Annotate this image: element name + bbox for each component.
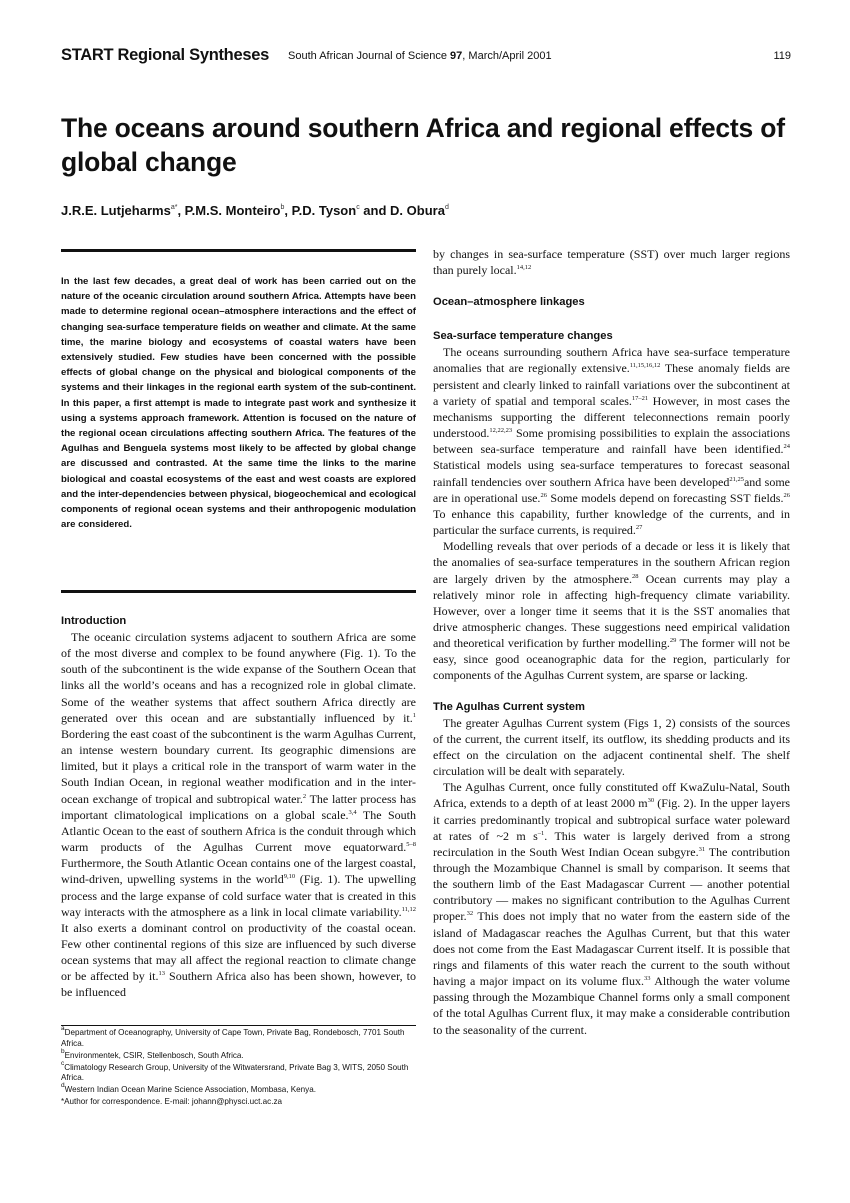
author-name: P.M.S. Monteiro: [184, 203, 281, 218]
reference-number: 9,10: [283, 873, 296, 881]
affiliation-mark: c: [356, 204, 360, 211]
text-run: Southern Africa also has been shown, however, to be influenced: [61, 969, 417, 1000]
footnote-mark: c: [61, 1059, 65, 1067]
text-run: The Agulhas Current, once fully constituted off KwaZulu-Natal, South Africa, extends to a depth of at least 2000 m: [433, 780, 790, 811]
introduction-body: [61, 629, 416, 1001]
paragraph: [433, 344, 790, 538]
footnote: [61, 1025, 418, 1049]
text-run: This does not imply that no water from the eastern side of the island of Madagascar reaches the Agulhas Current, but that this water does not come from the East Madagascar Current itself. It is possible that rings and filaments of this water reach the current to the south without having a major impact on its volume flux.: [433, 909, 790, 989]
introduction-heading: Introduction: [61, 615, 127, 627]
reference-number: 14,12: [516, 264, 532, 272]
reference-number: 26: [783, 491, 790, 499]
text-run: Bordering the east coast of the subcontinent is the warm Agulhas Current, an intense western boundary current. Its geographic dimensions are limited, but it plays a critical role in the transport of warm water in the South Indian Ocean, in regional weather modification and in the inter-ocean exchange of tropical and subtropical water.: [61, 726, 416, 806]
text-run: The South Atlantic Ocean to the east of southern Africa is the conduit through which warm products of the Agulhas Current move equatorward.: [61, 807, 416, 855]
text-run: Furthermore, the South Atlantic Ocean contains one of the largest coastal, wind-driven, upwelling systems in the world: [61, 856, 416, 887]
reference-number: 11,12: [401, 905, 416, 913]
footnote-text: Climatology Research Group, University of the Witwatersrand, Private Bag 3, WITS, 2050 South Africa.: [61, 1062, 409, 1082]
reference-number: 33: [643, 975, 651, 983]
reference-number: 32: [466, 910, 474, 918]
text-run: The contribution through the Mozambique Channel is small by comparison. It seems that the southern limb of the East Madagascar Current — another potential contributory — makes no significant contribution to the Agulhas Current proper.: [433, 844, 790, 924]
footnote: [61, 1082, 418, 1096]
paragraph: [433, 538, 790, 683]
reference-number: 17–21: [631, 394, 649, 402]
ocean-atmosphere-heading: Ocean–atmosphere linkages: [433, 296, 585, 309]
reference-number: 13: [158, 970, 166, 978]
paragraph: [61, 629, 416, 1001]
text-run: by changes in sea-surface temperature (SST) over much larger regions than purely local.: [433, 247, 790, 278]
footnote-mark: d: [61, 1082, 65, 1089]
ocean-atmosphere-body: [433, 328, 790, 1037]
text-run: However, in most cases the mechanisms supporting the different teleconnections remain poorly understood.: [433, 393, 791, 441]
reference-number: 26: [540, 491, 547, 499]
affiliation-mark: a*: [170, 204, 178, 211]
author-separator: ,: [284, 203, 292, 218]
author-name: D. Obura: [390, 203, 445, 218]
reference-number: –1: [537, 829, 545, 837]
journal-volume: 97: [450, 50, 463, 62]
author-list: [61, 203, 801, 218]
footnote-text: Environmentek, CSIR, Stellenbosch, South Africa.: [64, 1050, 244, 1060]
text-run: It also exerts a dominant control on productivity of the coastal ocean. Few other continental regions of this size are influenced by such diverse ocean systems that may all affect the regional reaction to climate change or be affected by it.: [61, 920, 416, 984]
footnote-text: Western Indian Ocean Marine Science Association, Mombasa, Kenya.: [64, 1085, 316, 1094]
reference-number: 31: [698, 845, 706, 853]
text-run: The oceans surrounding southern Africa have sea-surface temperature anomalies that are regionally extensive.: [433, 345, 790, 376]
left-column: [61, 613, 416, 1001]
footnotes: [61, 1025, 418, 1109]
subsection-heading: Sea-surface temperature changes: [433, 330, 613, 343]
text-run: The oceanic circulation systems adjacent to southern Africa are some of the most diverse and complex to be found anywhere (Fig. 1). To the south of the subcontinent is the wide expanse of the Southern Ocean that links all the world’s oceans and has a recognized role in global climate. Some of the weather systems that affect southern Africa directly are generated over this ocean and are substantially influenced by it.: [61, 630, 416, 725]
text-run: (Fig. 2). In the upper layers it carries predominantly tropical and subtropical surface water poleward at rates of ~2 m s: [433, 796, 790, 843]
text-run: and some are in operational use.: [433, 474, 790, 505]
reference-number: 11,15,16,12: [629, 362, 661, 370]
running-head: [61, 46, 791, 68]
affiliation-mark: d: [444, 204, 449, 211]
reference-number: 1: [412, 711, 416, 719]
footnote-mark: b: [61, 1047, 65, 1055]
subsection-heading: The Agulhas Current system: [433, 700, 585, 713]
footnote-text: Department of Oceanography, University of Cape Town, Private Bag, Rondebosch, 7701 South Africa.: [61, 1028, 405, 1048]
text-run: (Fig. 1). The upwelling process and the large expanse of cold surface water that is created in this way interacts with the atmosphere as a link in local climate variability.: [61, 872, 417, 919]
right-column: [433, 246, 790, 1038]
article-title: The oceans around southern Africa and regional effects of global change: [61, 113, 785, 177]
reference-number: 24: [783, 443, 790, 451]
paragraph: [433, 779, 790, 1038]
footnote-mark: a: [61, 1025, 65, 1032]
text-run: Ocean currents may play a relatively minor role in affecting high-frequency climate variability. However, over a longer time it seems that it is the SST anomalies that drive atmospheric changes. These suggestions need empirical validation and theoretical verification by further modelling.: [433, 571, 790, 651]
author-name: J.R.E. Lutjeharms: [61, 203, 171, 218]
text-run: Although the water volume passing through the Mozambique Channel forms only a small component of the total Agulhas Current flux, it may make a considerable contribution to the seasonality of the current.: [433, 974, 790, 1037]
text-run: The latter process has important climatological implications on a global scale.: [61, 791, 416, 822]
journal-issue-date: , March/April 2001: [462, 50, 552, 62]
reference-number: 30: [647, 797, 655, 805]
text-run: . This water is largely derived from a strong recirculation in the South West Indian Ocean subgyre.: [433, 828, 790, 859]
footnote-text: *Author for correspondence. E-mail: johann@physci.uct.ac.za: [61, 1097, 283, 1106]
reference-number: 3,4: [348, 808, 357, 816]
text-run: These anomaly fields are persistent and clearly linked to rainfall variations over the subcontinent at a variety of spatial and temporal scales.: [433, 361, 790, 408]
reference-number: 27: [635, 524, 643, 532]
footnote-rule: [61, 1025, 416, 1026]
author-name: P.D. Tyson: [291, 203, 357, 218]
section-label: START Regional Syntheses: [61, 46, 269, 64]
reference-number: 2: [302, 792, 307, 800]
journal-citation: [288, 50, 552, 62]
footnote: [61, 1047, 418, 1062]
text-run: The former will not be easy, since good oceanographic data for the region, particularly for components of the Agulhas Current system, are sparse or lacking.: [433, 636, 790, 683]
reference-number: 5–8: [406, 841, 416, 849]
journal-name: South African Journal of Science: [288, 50, 451, 62]
footnote: [61, 1059, 418, 1084]
text-run: Some promising possibilities to explain the associations between sea-surface temperature and rainfall have been identified.: [433, 426, 790, 457]
text-run: The greater Agulhas Current system (Figs 1, 2) consists of the sources of the current, the current itself, its outflow, its shedding products and its effect on the circulation on the adjacent continental shelf. The shelf circulation will be dealt with separately.: [433, 715, 790, 779]
footnote: [61, 1097, 418, 1108]
continued-paragraph: [433, 246, 790, 278]
author-separator: and: [359, 203, 391, 218]
affiliation-mark: b: [280, 204, 285, 211]
text-run: To enhance this capability, further knowledge of the currents, and in particular the surface currents, is required.: [433, 506, 790, 538]
text-run: Modelling reveals that over periods of a decade or less it is likely that the anomalies of sea-surface temperatures in the southern African region are largely driven by the atmosphere.: [433, 539, 790, 586]
reference-number: 12,22,23: [489, 427, 513, 435]
abstract-bottom-rule: [61, 590, 416, 593]
abstract: In the last few decades, a great deal of work has been carried out on the nature of the oceanic circulation around southern Africa. Attempts have been made to determine regional ocean–atmosphere interactions and the effect of changing sea-surface temperature fields on weather and climate. At the same time, the marine biology and ecosystems of coastal waters have been extensively studied. Few studies have been concerned with the possible effects of global change on the physical and biological components of the systems and their linkages in the regional earth system of the sub-continent. In this paper, a first attempt is made to integrate past work and synthesize it using a systems approach framework. Attention is focused on the nature of the regional ocean circulations affecting southern Africa. The features of the Agulhas and Benguela systems most likely to be affected by global change are discussed and contrasted. At the same time the links to the marine biological and coastal ecosystems of the east and west coasts are explored and the inter-dependencies between physical, biogeochemical and ecological components of regional ocean systems and their anthropogenic modulation are considered.: [61, 276, 416, 531]
paragraph: [433, 715, 790, 780]
text-run: Some models depend on forecasting SST fields.: [546, 490, 784, 505]
reference-number: 21,25: [729, 475, 744, 483]
author-separator: ,: [177, 203, 185, 218]
abstract-top-rule: [61, 249, 416, 252]
reference-number: 28: [631, 572, 639, 580]
text-run: Statistical models using sea-surface temperatures to forecast seasonal rainfall tendencies over southern Africa have been developed: [433, 458, 790, 489]
reference-number: 29: [669, 637, 677, 645]
page-number: 119: [773, 50, 791, 62]
